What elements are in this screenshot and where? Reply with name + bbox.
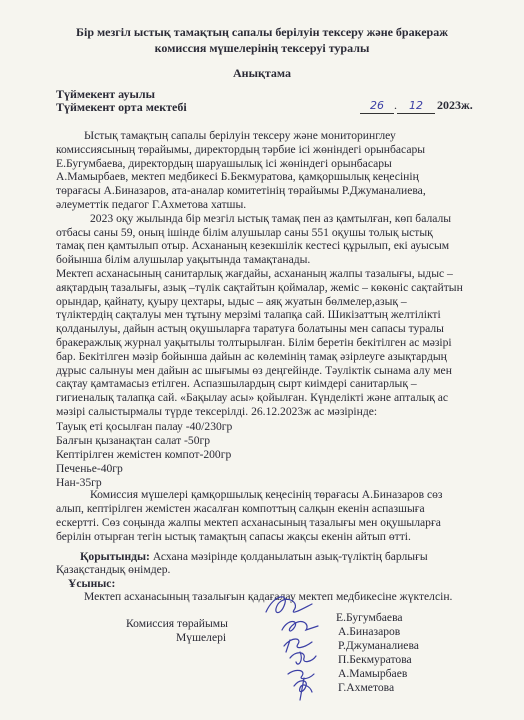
body-line: тамақ пен қамтылып отыр. Асхананың кезекшілік кестесі құрылып, екі ауысым [56,239,450,253]
result-text-2: Қазақстандық өнімдер. [56,563,171,576]
signatory-name: П.Бекмуратова [338,653,412,666]
proposal-label [68,577,115,591]
members-label: Мүшелері [176,631,227,644]
menu-item: Нан-35гр [56,476,102,490]
body-line: орындар, қайнату, қуыру цехтары, ыдыс – аяқ жуатын бөлмелер,азық – [56,294,407,308]
conclusion-line: берілін отырған тегін ыстық тамақтың сапасы жақсы екенін айтып өтті. [56,530,411,543]
body-line: Мектеп асханасының санитарлық жағдайы, асхананың жалпы тазалығы, ыдыс – [56,267,453,280]
signatory-name: Е.Бугумбаева [336,611,403,624]
body-line: гигиеналық талапқа сай. «Бақылау асы» қойылған. Күнделікті және апталық ас [56,391,449,405]
village-name: Түймекент ауылы [56,87,156,101]
body-line: 2023 оқу жылында бір мезгіл ыстық тамақ пен аз қамтылған, көп балалы [90,211,452,225]
body-line: дұрыс салынуы мен дайын ас шығымы өз деңгейінде. Тәуліктік сынама алу мен [56,363,452,377]
body-line: бар. Бекітілген мәзір бойынша дайын ас көлемінің тамақ әзірлеуге азықтардың [56,349,447,363]
body-line: қолданылуы, дайын астың оқушыларға таратуға болатыны мен сапасы туралы [56,322,444,336]
body-line: комиссиясының төрайымы, директордың тәрбие ісі жөніндегі орынбасары [56,142,426,156]
body-line: бракеражлық журнал уақытылы толтырылған. Білім беретін бекітілген ас мәзірі [56,336,452,349]
body-line: түліктердің сақталуы мен тұтыну мерзімі талапқа сай. Шикізаттың желтілікті [56,308,441,322]
result-text-1: Асхана мәзірінде қолданылатын азық-түліктің барлығы [149,550,428,563]
body-line: А.Мамырбаев, мектеп медбикесі Б.Бекмуратова, қамқоршылық кеңесінің [56,170,419,184]
menu-item: Балғын қызанақтан салат -50гр [56,434,211,448]
document-title-line1: Бір мезгіл ыстық тамақтың сапалы берілуін тексеру және бракераж [76,25,448,39]
menu-item: Кептірілген жемістен компот-200гр [56,448,232,462]
conclusion-line: алып, кептірілген жемістен жасалған компоттың салқын екенін аспазшыға [56,502,425,515]
proposal-label-text: Ұсыныс: [68,577,116,590]
handwritten-signatures [260,590,340,702]
body-line: Ыстық тамақтың сапалы берілуін тексеру және мониторинглеу [84,129,396,142]
result-label: Қорытынды: [80,550,150,563]
menu-item: Тауық еті қосылған палау -40/230гр [56,420,233,433]
result-line [80,550,428,564]
body-line: мәзірі салыстырмалы түрде тексерілді. 26.12.2023ж ас мәзірінде: [56,405,378,418]
signatory-name: Г.Ахметова [338,681,395,694]
signatory-name: А.Мамырбаев [338,667,408,680]
school-name: Түймекент орта мектебі [56,100,187,114]
proposal-text: Мектеп асханасының тазалығын қадағалау мектеп медбикесіне жүктелсін. [84,590,453,603]
body-line: отбасы саны 59, оның ішінде білім алушылар саны 551 оқушы толық ыстық [56,225,433,239]
conclusion-line: Комиссия мүшелері қамқоршылық кеңесінің төрағасы А.Биназаров сөз [90,488,443,501]
date-year: 2023ж. [437,98,473,112]
chair-label: Комиссия төрайымы [126,617,228,630]
document-heading: Анықтама [233,66,291,80]
body-line: аяқтардың тазалығы, азық –түлік сақтайтын қоймалар, жеміс – көкөніс сақтайтын [56,280,463,294]
signatory-name: Р.Джуманалиева [338,639,419,652]
signatory-name: А.Биназаров [338,625,401,638]
body-line: Е.Бугумбаева, директордың шаруашылық ісі жөніндегі орынбасары [56,156,392,170]
date-day: 26 [370,99,384,112]
body-line: төрағасы А.Биназаров, ата-аналар комитетінің төрайымы Р.Джуманалиева, [56,184,426,198]
document-date: 26 . 12 2023ж. [360,99,473,114]
date-month: 12 [409,99,423,112]
document-title-line2: комиссия мүшелерінің тексеруі туралы [154,41,370,55]
body-line: бойынша білім алушылар уақытында тамақтанады. [56,253,311,267]
conclusion-line: ескертті. Сөз соңында жалпы мектеп асханасының тазалығы мен оқушыларға [56,516,441,529]
menu-item: Печенье-40гр [56,462,123,476]
body-line: сақтау қамтамасыз етілген. Аспазшылардың сырт киімдері санитарлық – [56,377,417,391]
body-line: әлеуметтік педагог Г.Ахметова хатшы. [56,198,247,211]
